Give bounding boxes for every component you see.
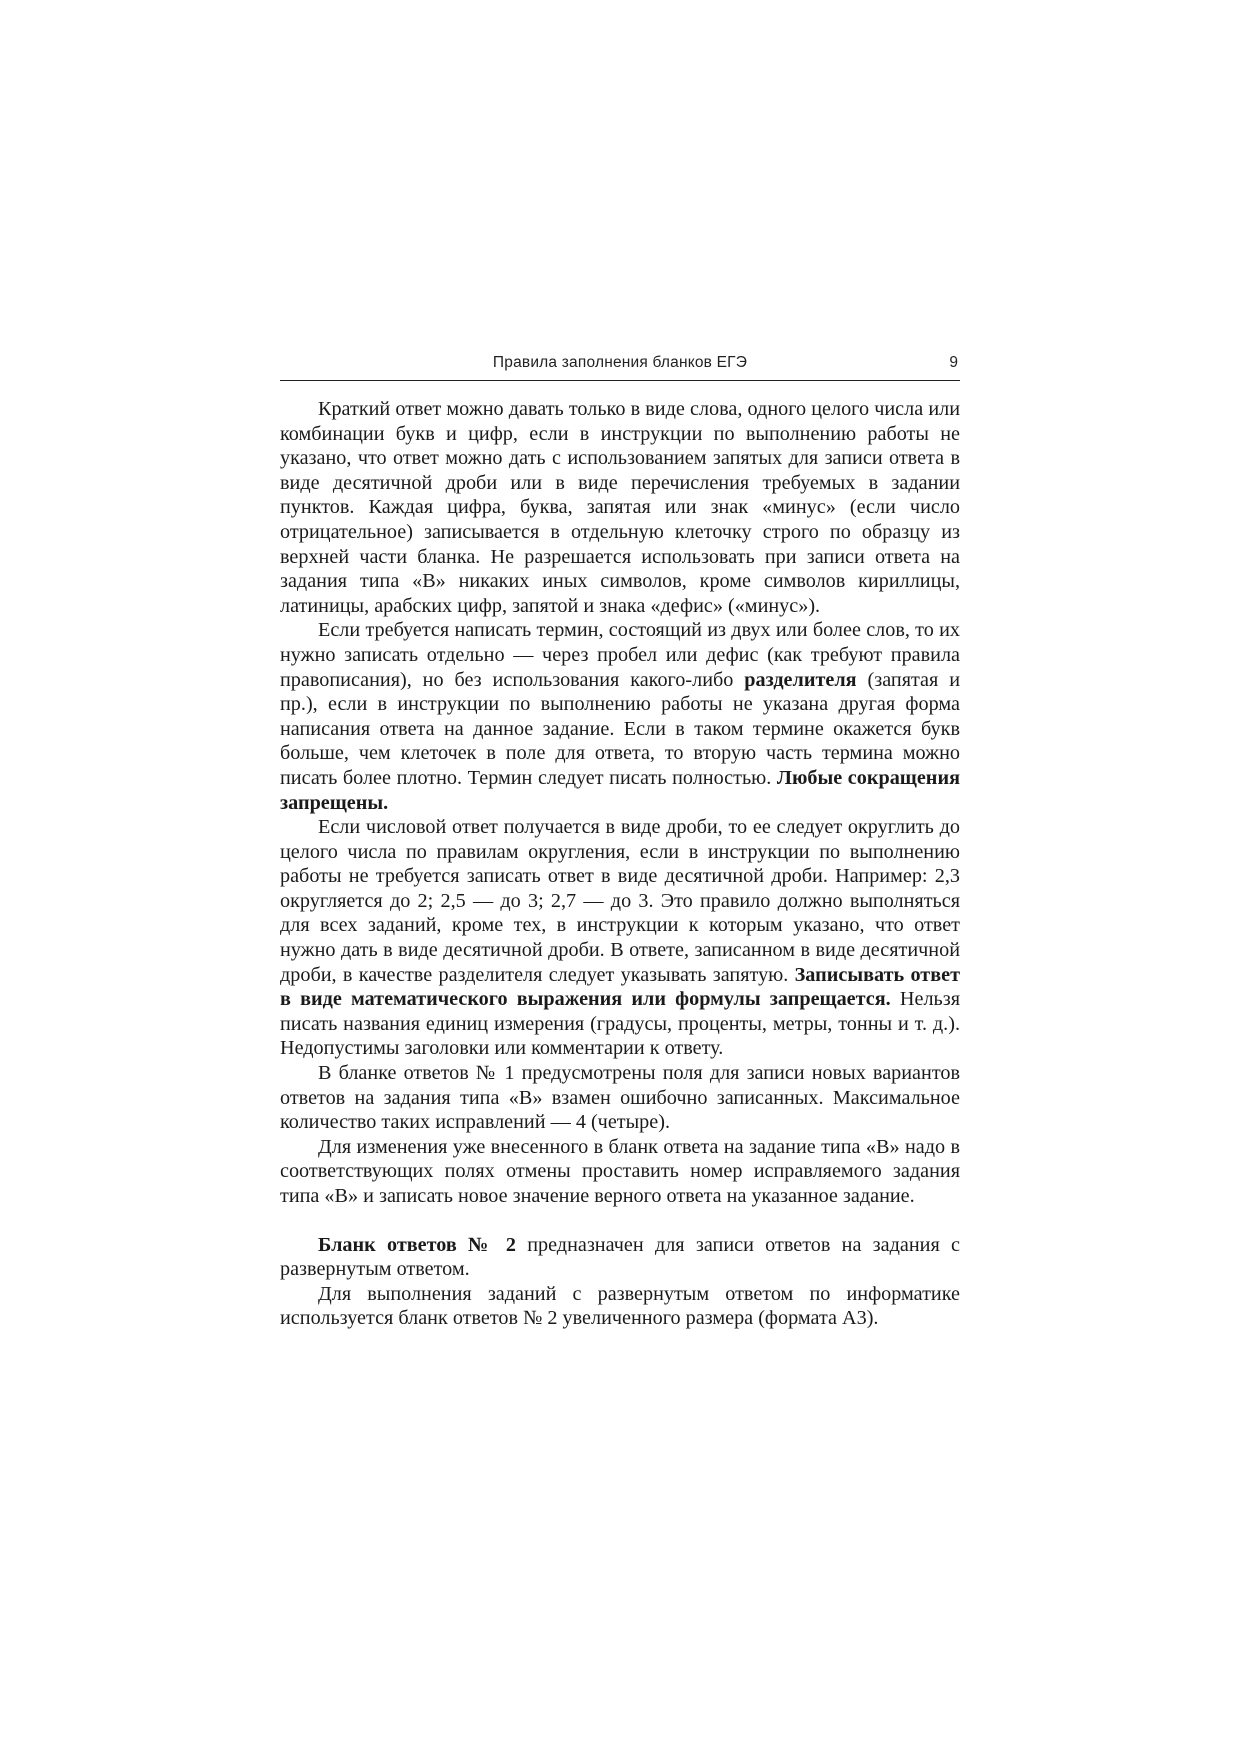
paragraph-form-2 <box>280 1233 960 1282</box>
paragraph-short-answer <box>280 397 960 618</box>
paragraph-change-answer <box>280 1135 960 1209</box>
paragraph-corrections <box>280 1061 960 1135</box>
body-text <box>280 397 960 1331</box>
paragraph-text: предназначен для записи ответов на задания с развернутым ответом. <box>280 1233 960 1281</box>
bold-abbreviations-forbidden: Любые сокращения запрещены. <box>280 766 960 814</box>
paragraph-text: (запятая и пр.), если в инструкции по выполнению работы не указана другая форма написания ответа на данное задание. Если в таком термине окажется букв больше, чем клеточек в поле для ответа, то вторую часть термина можно писать более плотно. Термин следует писать полностью. <box>280 668 961 789</box>
paragraph-a3-format <box>280 1282 960 1331</box>
bold-term-separator: разделителя <box>744 668 857 691</box>
paragraph-text: Для выполнения заданий с развернутым ответом по информатике используется бланк ответов № 2 увеличенного размера (формата А3). <box>280 1282 960 1330</box>
bold-form-2-title: Бланк ответов № 2 <box>318 1233 516 1256</box>
paragraph-text: Нельзя писать названия единиц измерения (градусы, проценты, метры, тонны и т. д.). Недопустимы заголовки или комментарии к ответу. <box>280 988 960 1060</box>
page-number: 9 <box>949 354 958 371</box>
running-header <box>280 352 960 381</box>
paragraph-term <box>280 618 960 815</box>
paragraph-text: В бланке ответов № 1 предусмотрены поля для записи новых вариантов ответов на задания типа «В» взамен ошибочно записанных. Максимальное количество таких исправлений — 4 (четыре). <box>280 1062 960 1134</box>
paragraph-rounding <box>280 815 960 1061</box>
paragraph-text: Для изменения уже внесенного в бланк ответа на задание типа «В» надо в соответствующих полях отмены проставить номер исправляемого задания типа «В» и записать новое значение верного ответа на указанное задание. <box>280 1135 960 1207</box>
running-title: Правила заполнения бланков ЕГЭ <box>492 354 748 371</box>
bold-formula-forbidden: Записывать ответ в виде математического выражения или формулы запрещается. <box>280 963 960 1011</box>
paragraph-text: Краткий ответ можно давать только в виде слова, одного целого числа или комбинации букв и цифр, если в инструкции по выполнению работы не указано, что ответ можно дать с использованием запятых для записи ответа в виде десятичной дроби или в виде перечисления требуемых в задании пунктов. Каждая цифра, буква, запятая или знак «минус» (если число отрицательное) записывается в отдельную клеточку строго по образцу из верхней части бланка. Не разрешается использовать при записи ответа на задания типа «В» никаких иных символов, кроме символов кириллицы, латиницы, арабских цифр, запятой и знака «дефис» («минус»). <box>280 398 960 617</box>
paragraph-text: Если требуется написать термин, состоящий из двух или более слов, то их нужно записать отдельно — через пробел или дефис (как требуют правила правописания), но без использования какого-либо <box>280 619 960 691</box>
book-page <box>280 352 960 1331</box>
paragraph-text: Если числовой ответ получается в виде дроби, то ее следует округлить до целого числа по правилам округления, если в инструкции по выполнению работы не требуется записать ответ в виде десятичной дроби. Например: 2,3 округляется до 2; 2,5 — до 3; 2,7 — до 3. Это правило должно выполняться для всех заданий, кроме тех, в инструкции к которым указано, что ответ нужно дать в виде десятичной дроби. В ответе, записанном в виде десятичной дроби, в качестве разделителя следует указывать запятую. <box>280 816 960 986</box>
